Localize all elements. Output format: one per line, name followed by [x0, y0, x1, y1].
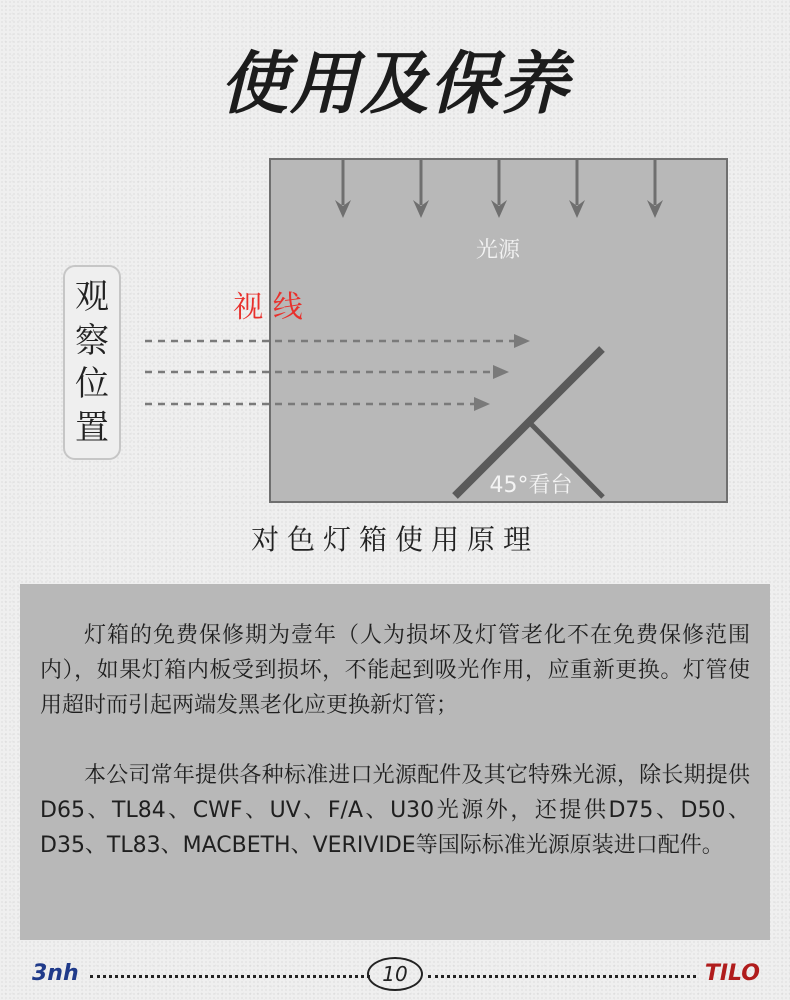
brand-logo-right: TILO: [704, 961, 760, 986]
observer-position-box: [63, 265, 121, 460]
warranty-paragraph: 灯箱的免费保修期为壹年（人为损坏及灯管老化不在免费保修范围内），如果灯箱内板受到损坏，不能起到吸光作用，应重新更换。灯管使用超时而引起两端发黑老化应更换新灯管；: [40, 623, 750, 718]
footer-dotted-divider: [428, 975, 696, 978]
observer-char: 察: [75, 320, 109, 361]
stand-label: 45°看台: [489, 473, 573, 498]
footer-dotted-divider: [90, 975, 370, 978]
diagram-caption: 对色灯箱使用原理: [250, 523, 539, 556]
brand-logo-left: 3nh: [32, 961, 79, 986]
maintenance-text-box: [20, 584, 770, 940]
observer-char: 置: [75, 408, 109, 449]
observer-char: 观: [75, 276, 109, 317]
accessories-paragraph: 本公司常年提供各种标准进口光源配件及其它特殊光源，除长期提供D65、TL84、CWF、UV、F/A、U30光源外，还提供D75、D50、D35、TL83、MACBETH、VERIVIDE等国际标准光源原装进口配件。: [40, 763, 750, 858]
light-source-label: 光源: [475, 238, 521, 263]
page-number: 10: [367, 957, 423, 991]
page-title: 使用及保养: [219, 45, 570, 124]
observer-char: 位: [75, 364, 109, 405]
sight-line-label: 视 线: [233, 290, 303, 325]
page-footer: [0, 955, 790, 1000]
